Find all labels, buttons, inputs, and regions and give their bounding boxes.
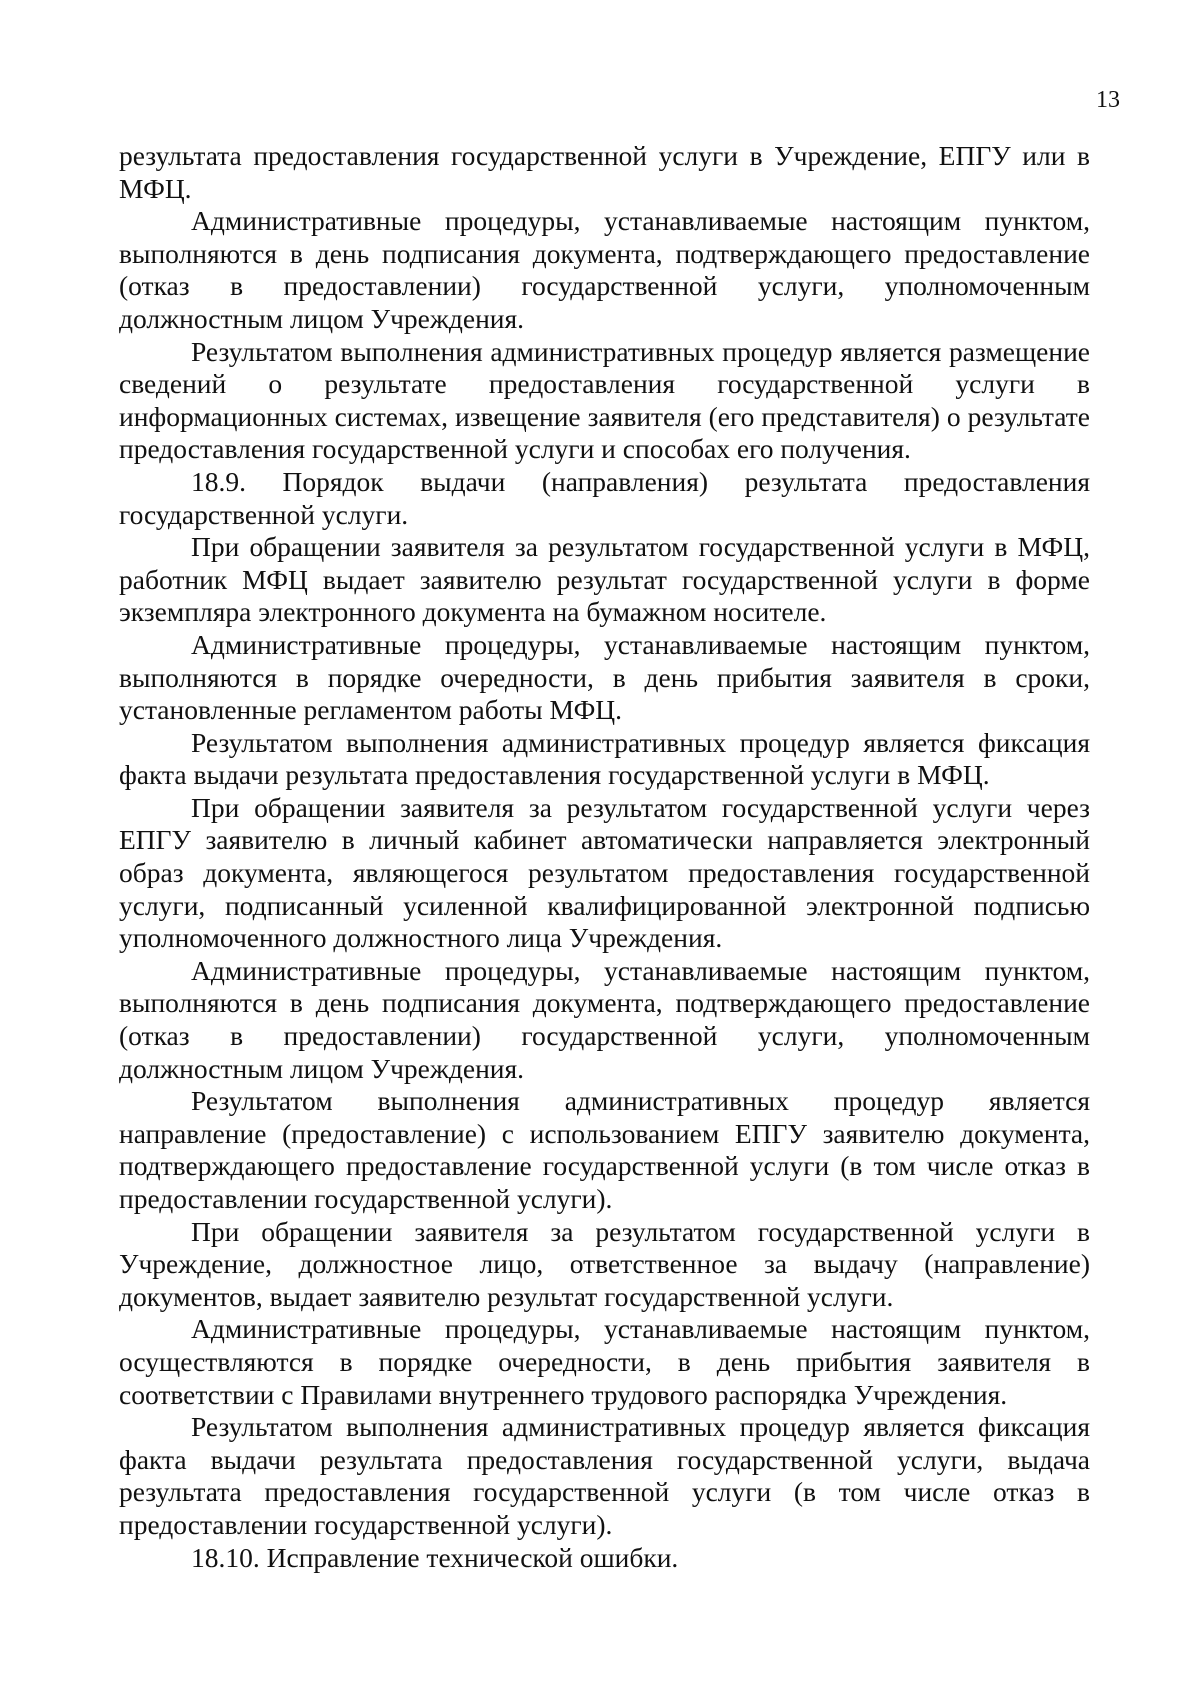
page-number: 13	[1096, 87, 1120, 113]
paragraph: Результатом выполнения административных процедур является направление (предоставление) с использованием ЕПГУ заявителю документа, подтверждающего предоставление государственной услуги (в том числе отказ в предоставлении государственной услуги).	[119, 1085, 1090, 1214]
paragraph: При обращении заявителя за результатом государственной услуги через ЕПГУ заявителю в личный кабинет автоматически направляется электронный образ документа, являющегося результатом предоставления государственной услуги, подписанный усиленной квалифицированной электронной подписью уполномоченного должностного лица Учреждения.	[119, 791, 1090, 954]
paragraph: Административные процедуры, устанавливаемые настоящим пунктом, выполняются в день подписания документа, подтверждающего предоставление (отказ в предоставлении) государственной услуги, уполномоченным должностным лицом Учреждения.	[119, 954, 1090, 1084]
paragraph-continuation: результата предоставления государственной услуги в Учреждение, ЕПГУ или в МФЦ.	[119, 140, 1090, 204]
document-body	[119, 140, 1090, 1574]
paragraph: Административные процедуры, устанавливаемые настоящим пунктом, выполняются в порядке очередности, в день прибытия заявителя в сроки, установленные регламентом работы МФЦ.	[119, 628, 1090, 726]
paragraph: При обращении заявителя за результатом государственной услуги в МФЦ, работник МФЦ выдает заявителю результат государственной услуги в форме экземпляра электронного документа на бумажном носителе.	[119, 531, 1090, 628]
section-heading-18-10: 18.10. Исправление технической ошибки.	[191, 1541, 679, 1573]
paragraph: Административные процедуры, устанавливаемые настоящим пунктом, осуществляются в порядке очередности, в день прибытия заявителя в соответствии с Правилами внутреннего трудового распорядка Учреждения.	[119, 1313, 1090, 1410]
section-heading-18-9: 18.9. Порядок выдачи (направления) результата предоставления государственной услуги.	[119, 465, 1090, 530]
paragraph: Результатом выполнения административных процедур является фиксация факта выдачи результата предоставления государственной услуги в МФЦ.	[119, 726, 1090, 791]
paragraph: При обращении заявителя за результатом государственной услуги в Учреждение, должностное лицо, ответственное за выдачу (направление) документов, выдает заявителю результат государственной услуги.	[119, 1215, 1090, 1312]
paragraph: Административные процедуры, устанавливаемые настоящим пунктом, выполняются в день подписания документа, подтверждающего предоставление (отказ в предоставлении) государственной услуги, уполномоченным должностным лицом Учреждения.	[119, 205, 1090, 334]
paragraph: Результатом выполнения административных процедур является размещение сведений о результате предоставления государственной услуги в информационных системах, извещение заявителя (его представителя) о результате предоставления государственной услуги и способах его получения.	[119, 335, 1090, 465]
paragraph: Результатом выполнения административных процедур является фиксация факта выдачи результата предоставления государственной услуги, выдача результата предоставления государственной услуги (в том числе отказ в предоставлении государственной услуги).	[119, 1411, 1090, 1540]
